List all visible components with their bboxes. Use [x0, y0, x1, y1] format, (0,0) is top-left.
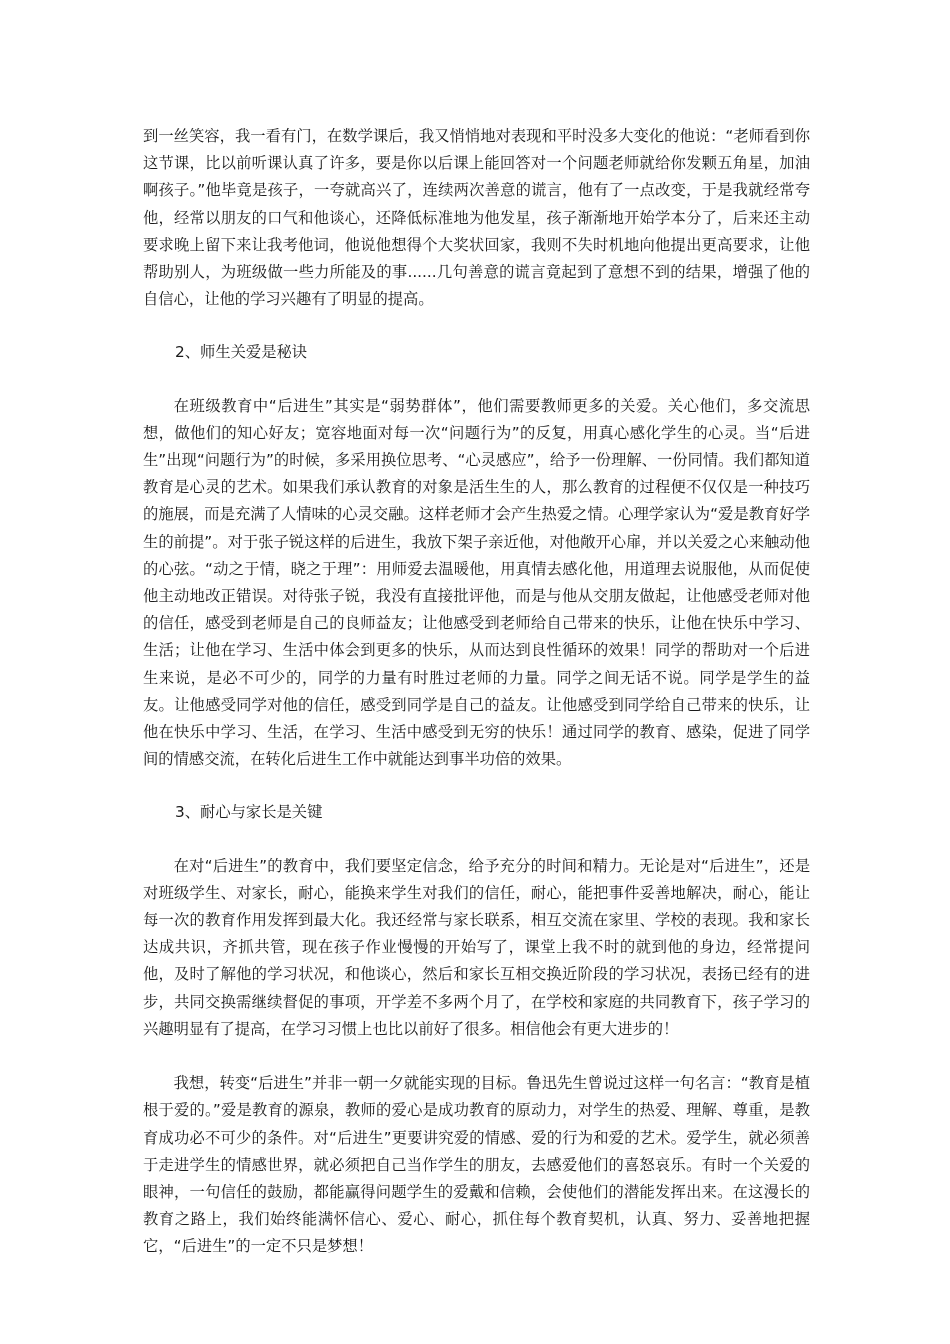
paragraph-patience-parents: 在对“后进生”的教育中，我们要坚定信念，给予充分的时间和精力。无论是对“后进生”，还是对班级学生、对家长，耐心，能换来学生对我们的信任，耐心，能把事件妥善地解决，耐心，能让每一次的教育作用发挥到最大化。我还经常与家长联系，相互交流在家里、学校的表现。我和家长达成共识，齐抓共管，现在孩子作业慢慢的开始写了，课堂上我不时的就到他的身边，经常提问他，及时了解他的学习状况，和他谈心，然后和家长互相交换近阶段的学习状况，表扬已经有的进步，共同交换需继续督促的事项，开学差不多两个月了，在学校和家庭的共同教育下，孩子学习的兴趣明显有了提高，在学习习惯上也比以前好了很多。相信他会有更大进步的！: [143, 856, 810, 1038]
paragraph-teacher-student-care: 在班级教育中“后进生”其实是“弱势群体”，他们需要教师更多的关爱。关心他们，多交流思想，做他们的知心好友；宽容地面对每一次“问题行为”的反复，用真心感化学生的心灵。当“后进生”出现“问题行为”的时候，多采用换位思考、“心灵感应”，给予一份理解、一份同情。我们都知道教育是心灵的艺术。如果我们承认教育的对象是活生生的人，那么教育的过程便不仅仅是一种技巧的施展，而是充满了人情味的心灵交融。这样老师才会产生热爱之情。心理学家认为“爱是教育好学生的前提”。对于张子锐这样的后进生，我放下架子亲近他，对他敞开心扉，并以关爱之心来触动他的心弦。“动之于情，晓之于理”：用师爱去温暖他，用真情去感化他，用道理去说服他，从而促使他主动地改正错误。对待张子锐，我没有直接批评他，而是与他从交朋友做起，让他感受老师对他的信任，感受到老师是自己的良师益友；让他感受到老师给自己带来的快乐，让他在快乐中学习、生活；让他在学习、生活中体会到更多的快乐，从而达到良性循环的效果！同学的帮助对一个后进生来说，是必不可少的，同学的力量有时胜过老师的力量。同学之间无话不说。同学是学生的益友。让他感受同学对他的信任，感受到同学是自己的益友。让他感受到同学给自己带来的快乐，让他在快乐中学习、生活，在学习、生活中感受到无穷的快乐！通过同学的教育、感染，促进了同学间的情感交流，在转化后进生工作中就能达到事半功倍的效果。: [143, 396, 810, 769]
section-heading-3: 3、耐心与家长是关键: [175, 803, 323, 822]
paragraph-continued: 到一丝笑容，我一看有门，在数学课后，我又悄悄地对表现和平时没多大变化的他说：“老师看到你这节课，比以前听课认真了许多，要是你以后课上能回答对一个问题老师就给你发颗五角星，加油啊孩子。”他毕竟是孩子，一夸就高兴了，连续两次善意的谎言，他有了一点改变，于是我就经常夸他，经常以朋友的口气和他谈心，还降低标准地为他发星，孩子渐渐地开始学本分了，后来还主动要求晚上留下来让我考他词，他说他想得个大奖状回家，我则不失时机地向他提出更高要求，让他帮助别人，为班级做一些力所能及的事......几句善意的谎言竟起到了意想不到的结果，增强了他的自信心，让他的学习兴趣有了明显的提高。: [143, 127, 810, 309]
document-body: [143, 123, 810, 1261]
paragraph-conclusion: 我想，转变“后进生”并非一朝一夕就能实现的目标。鲁迅先生曾说过这样一句名言：“教育是植根于爱的。”爱是教育的源泉，教师的爱心是成功教育的原动力，对学生的热爱、理解、尊重，是教育成功必不可少的条件。对“后进生”更要讲究爱的情感、爱的行为和爱的艺术。爱学生，就必须善于走进学生的情感世界，就必须把自己当作学生的朋友，去感爱他们的喜怒哀乐。有时一个关爱的眼神，一句信任的鼓励，都能赢得问题学生的爱戴和信赖，会使他们的潜能发挥出来。在这漫长的教育之路上，我们始终能满怀信心、爱心、耐心，抓住每个教育契机，认真、努力、妥善地把握它，“后进生”的一定不只是梦想！: [143, 1074, 810, 1256]
section-heading-2: 2、师生关爱是秘诀: [175, 343, 308, 362]
